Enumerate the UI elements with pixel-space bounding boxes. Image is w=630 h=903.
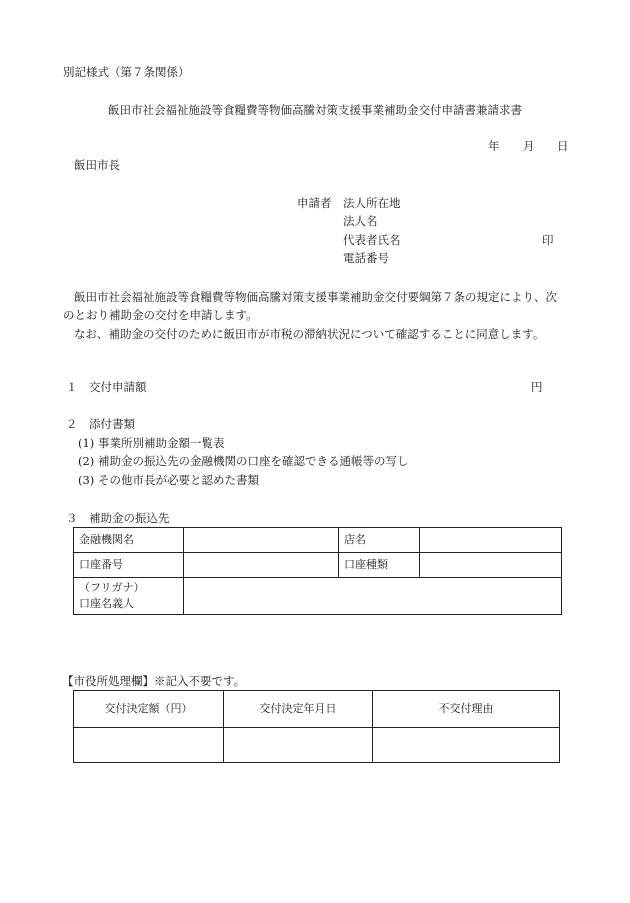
holder-label: 口座名義人 (79, 597, 134, 610)
bank-name-label: 金融機関名 (74, 528, 184, 553)
attachment-item: (2) 補助金の振込先の金融機関の口座を確認できる通帳等の写し (78, 454, 409, 468)
office-amount-cell (74, 728, 224, 763)
applicant-address-label: 法人所在地 (343, 196, 401, 210)
furigana-label: （フリガナ） (79, 581, 145, 595)
section-1-unit: 円 (531, 380, 543, 394)
date-day: 日 (557, 139, 569, 153)
body-line-1: 飯田市社会福祉施設等食糧費等物価高騰対策支援事業補助金交付要綱第７条の規定により、次 (74, 290, 557, 304)
section-3-heading: ３ 補助金の振込先 (66, 511, 170, 525)
body-line-2: のとおり補助金の交付を申請します。 (63, 308, 258, 322)
applicant-corp-name-label: 法人名 (343, 214, 378, 228)
applicant-phone-label: 電話番号 (343, 251, 389, 265)
applicant-label: 申請者 (297, 196, 332, 210)
office-use-title: 【市役所処理欄】※記入不要です。 (62, 674, 246, 688)
attachment-item: (1) 事業所別補助金額一覧表 (78, 436, 225, 450)
office-use-table (73, 690, 560, 763)
section-2-heading: ２ 添付書類 (66, 417, 135, 431)
office-col-reason: 不交付理由 (373, 691, 560, 728)
office-reason-cell (373, 728, 560, 763)
date-year: 年 (488, 139, 500, 153)
section-1-heading: １ 交付申請額 (66, 380, 147, 394)
body-line-3: なお、補助金の交付のために飯田市が市税の滞納状況について確認することに同意します。 (74, 327, 545, 341)
bank-name-field[interactable] (184, 528, 339, 553)
account-type-field[interactable] (420, 553, 562, 578)
attachment-item: (3) その他市長が必要と認めた書類 (78, 473, 259, 487)
header-note: 別記様式（第７条関係） (63, 65, 190, 79)
account-number-field[interactable] (184, 553, 339, 578)
seal-mark: 印 (542, 233, 554, 247)
account-type-label: 口座種類 (339, 553, 420, 578)
applicant-rep-name-label: 代表者氏名 (343, 233, 401, 247)
branch-field[interactable] (420, 528, 562, 553)
addressee: 飯田市長 (74, 158, 120, 172)
account-holder-field[interactable] (184, 578, 562, 615)
office-col-date: 交付決定年月日 (224, 691, 373, 728)
office-date-cell (224, 728, 373, 763)
date-month: 月 (523, 139, 535, 153)
document-title: 飯田市社会福祉施設等食糧費等物価高騰対策支援事業補助金交付申請書兼請求書 (108, 103, 522, 117)
account-number-label: 口座番号 (74, 553, 184, 578)
bank-transfer-table (73, 527, 562, 615)
office-col-amount: 交付決定額（円） (74, 691, 224, 728)
branch-label: 店名 (339, 528, 420, 553)
account-holder-label (74, 578, 184, 615)
